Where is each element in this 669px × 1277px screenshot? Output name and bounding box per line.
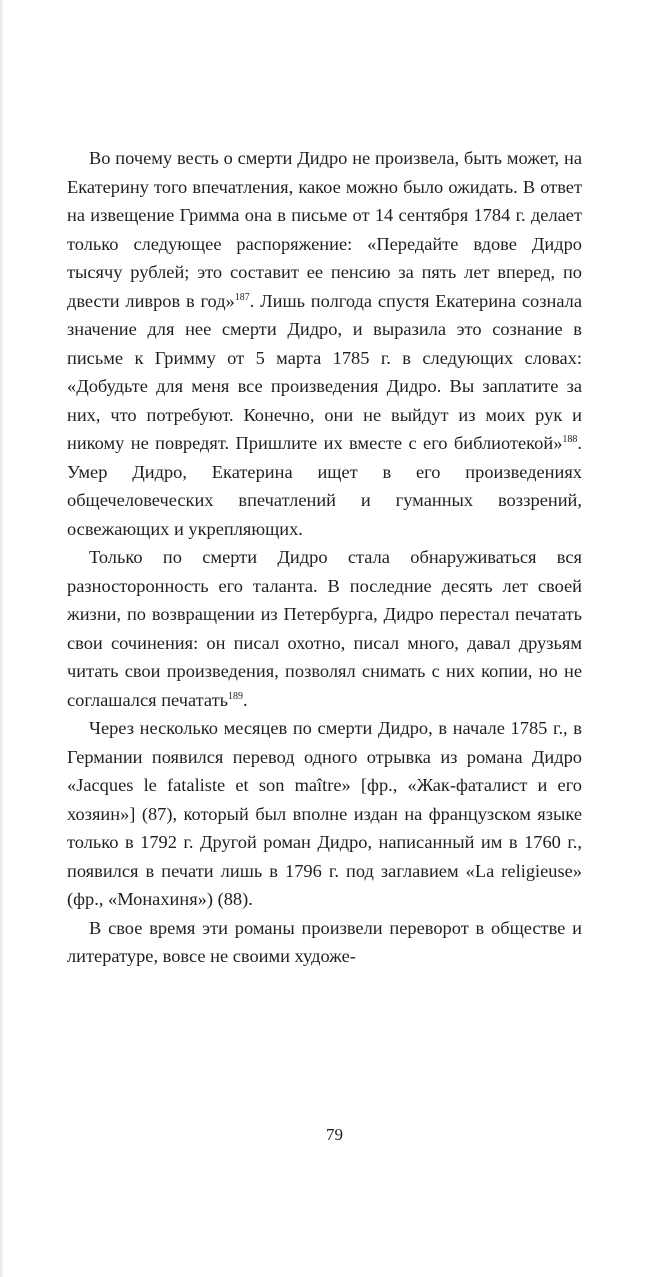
paragraph-3-text: Через несколько месяцев по смерти Дидро, в начале 1785 г., в Германии появился перевод одного отрывка из романа Дидро «Jacques le fataliste et son maître» [фр., «Жак-фаталист и его хозяин»] (87), который был вполне издан на французском языке только в 1792 г. Другой роман Дидро, написанный им в 1760 г., появился в печати лишь в 1796 г. под заглавием «La religieuse» (фр., «Монахиня») (88). [67, 718, 582, 909]
paragraph-1-text-a: Во почему весть о смерти Дидро не произвела, быть может, на Екатерину того впечатления, какое можно было ожидать. В ответ на извещение Гримма она в письме от 14 сентября 1784 г. делает только следующее распоряжение: «Передайте вдове Дидро тысячу рублей; это составит ее пенсию за пять лет вперед, по двести ливров в год» [67, 148, 582, 311]
footnote-ref-189: 189 [228, 690, 244, 702]
paragraph-1 [67, 144, 582, 543]
page-edge-shadow [0, 0, 4, 1277]
paragraph-2-text-b: . [243, 689, 248, 710]
paragraph-1-text-c: . Умер Дидро, Екатерина ищет в его произведениях общечеловеческих впечатлений и гуманных воззрений, освежающих и укрепляющих. [67, 433, 582, 539]
page-number: 79 [326, 1125, 343, 1144]
paragraph-2-text-a: Только по смерти Дидро стала обнаруживаться вся разносторонность его таланта. В последние десять лет своей жизни, по возвращении из Петербурга, Дидро перестал печатать свои сочинения: он писал охотно, писал много, давал друзьям читать свои произведения, позволял снимать с них копии, но не соглашался печатать [67, 547, 582, 710]
body-text [67, 144, 582, 971]
paragraph-4-text: В свое время эти романы произвели переворот в обществе и литературе, вовсе не своими художе- [67, 917, 582, 966]
paragraph-2 [67, 543, 582, 714]
paragraph-4 [67, 914, 582, 971]
footnote-ref-188: 188 [562, 433, 578, 445]
paragraph-3 [67, 714, 582, 914]
paragraph-1-text-b: . Лишь полгода спустя Екатерина сознала значение для нее смерти Дидро, и выразила это сознание в письме к Гримму от 5 марта 1785 г. в следующих словах: «Добудьте для меня все произведения Дидро. Вы заплатите за них, что потребуют. Конечно, они не выйдут из моих рук и никому не повредят. Пришлите их вместе с его библиотекой» [67, 290, 582, 453]
footnote-ref-187: 187 [234, 291, 250, 303]
